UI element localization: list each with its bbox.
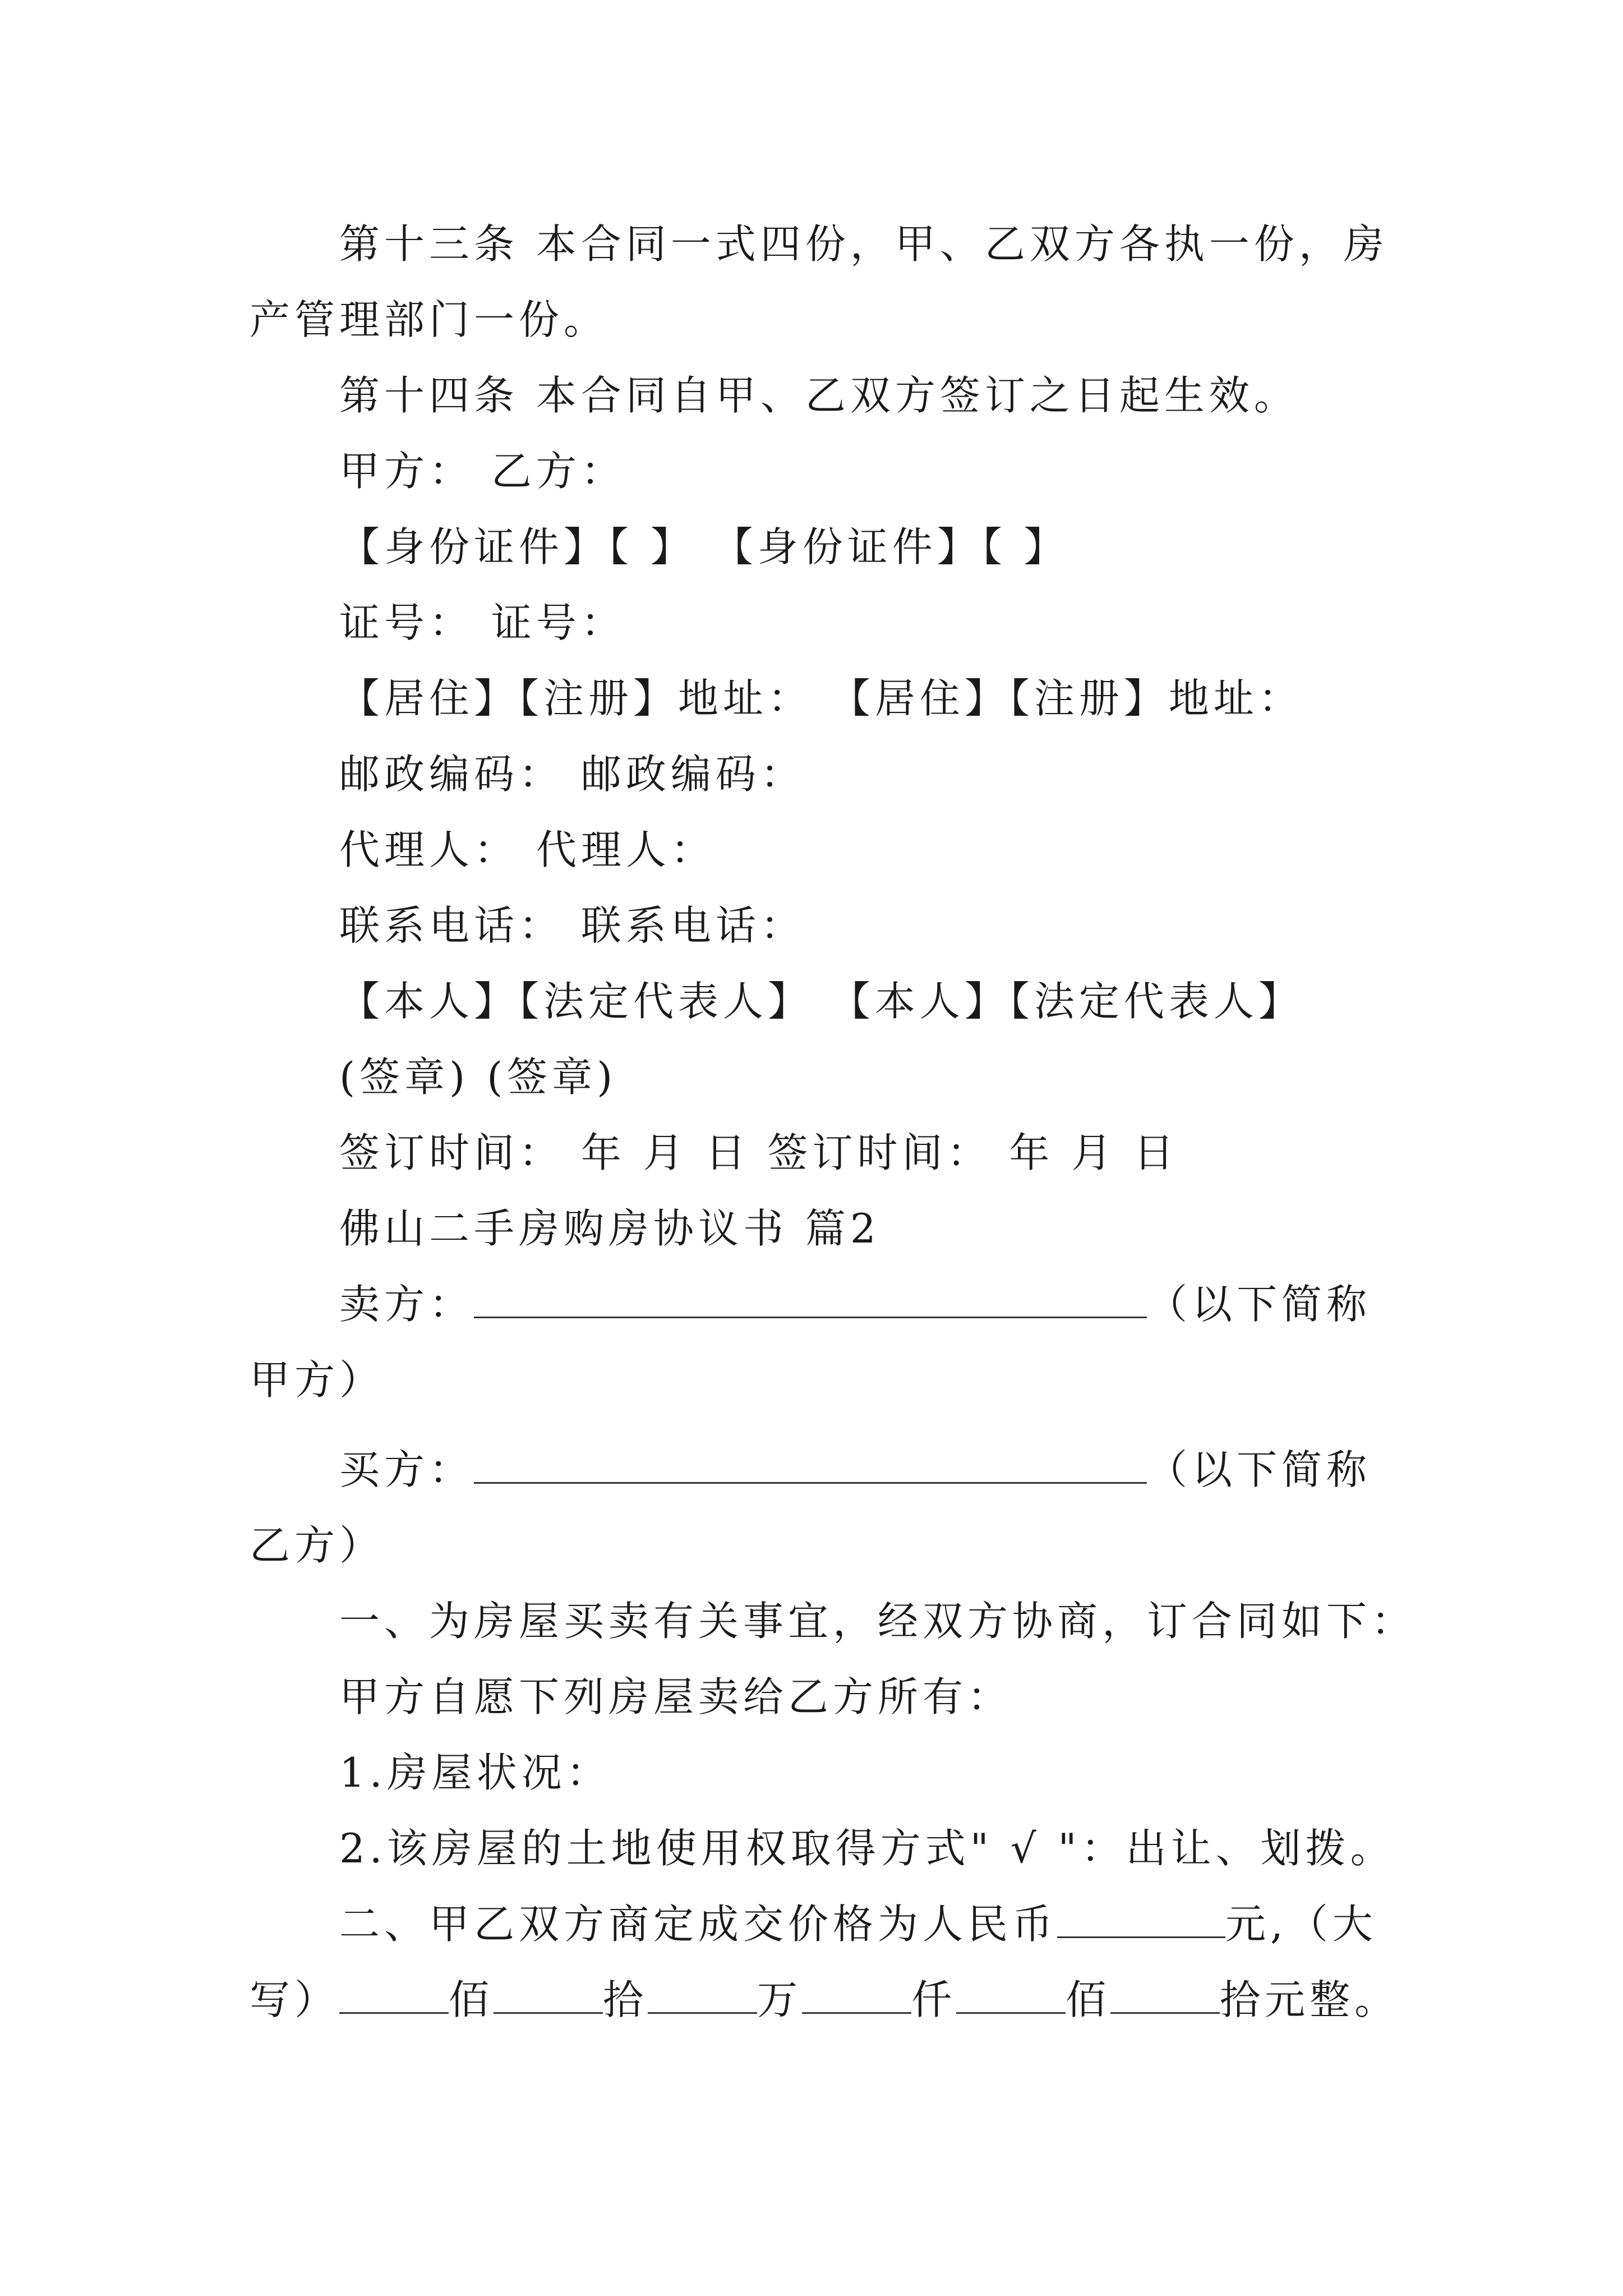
article-14: 第十四条 本合同自甲、乙双方签订之日起生效。 [339, 372, 1299, 419]
postcode-line: 邮政编码： 邮政编码： [339, 751, 805, 798]
section-heading: 佛山二手房购房协议书 篇2 [339, 1205, 880, 1252]
amount-unit-3: 万 [757, 1976, 803, 2023]
seal-line: (签章) (签章) [339, 1053, 617, 1101]
amount-blank-1[interactable] [339, 1975, 449, 2014]
agent-line: 代理人： 代理人： [339, 826, 716, 873]
phone-line: 联系电话： 联系电话： [339, 902, 805, 949]
amount-unit-6: 拾元整。 [1220, 1976, 1400, 2023]
buyer-wrap: 乙方） [250, 1522, 385, 1569]
item-1: 1.房屋状况： [339, 1749, 611, 1796]
buyer-suffix: （以下简称 [1147, 1446, 1372, 1493]
item-2: 2.该房屋的土地使用权取得方式" √ "：出让、划拨。 [339, 1825, 1395, 1872]
amount-blank-2[interactable] [494, 1975, 603, 2014]
buyer-name-blank[interactable] [474, 1445, 1147, 1484]
address-line: 【居住】【注册】地址： 【居住】【注册】地址： [339, 675, 1303, 722]
id-number-line: 证号： 证号： [339, 599, 626, 646]
amount-unit-2: 拾 [603, 1976, 648, 2023]
seller-suffix: （以下简称 [1147, 1281, 1372, 1328]
article-13-line-2: 产管理部门一份。 [250, 296, 609, 343]
clause-2-daxie: 写） [250, 1976, 340, 2023]
amount-unit-1: 佰 [449, 1976, 494, 2023]
representative-line: 【本人】【法定代表人】 【本人】【法定代表人】 [339, 978, 1303, 1025]
clause-2-yuan: 元,（大 [1225, 1901, 1377, 1948]
amount-blank-5[interactable] [956, 1975, 1066, 2014]
amount-blank-6[interactable] [1110, 1975, 1220, 2014]
amount-blank-4[interactable] [802, 1975, 911, 2014]
seller-wrap: 甲方） [250, 1356, 385, 1404]
buyer-line [339, 1442, 1371, 1498]
seller-line [339, 1276, 1371, 1332]
clause-2-line-1 [339, 1896, 1377, 1952]
seller-name-blank[interactable] [474, 1280, 1147, 1318]
amount-blank-3[interactable] [648, 1975, 757, 2014]
sign-date-line: 签订时间： 年 月 日 签订时间： 年 月 日 [339, 1129, 1179, 1176]
amount-unit-4: 仟 [911, 1976, 957, 2023]
price-blank[interactable] [1057, 1899, 1225, 1938]
clause-2-text: 二、甲乙双方商定成交价格为人民币 [339, 1901, 1058, 1948]
amount-unit-5: 佰 [1066, 1976, 1111, 2023]
id-document-line: 【身份证件】【 】 【身份证件】【 】 [339, 523, 1069, 570]
article-13-line-1: 第十三条 本合同一式四份，甲、乙双方各执一份，房 [339, 220, 1389, 268]
clause-2-line-2 [250, 1972, 1399, 2028]
clause-1-sub: 甲方自愿下列房屋卖给乙方所有： [339, 1673, 1013, 1720]
seller-label: 卖方： [339, 1281, 474, 1328]
party-line: 甲方： 乙方： [339, 448, 626, 495]
clause-1: 一、为房屋买卖有关事宜，经双方协商，订合同如下： [339, 1598, 1417, 1645]
buyer-label: 买方： [339, 1446, 474, 1493]
